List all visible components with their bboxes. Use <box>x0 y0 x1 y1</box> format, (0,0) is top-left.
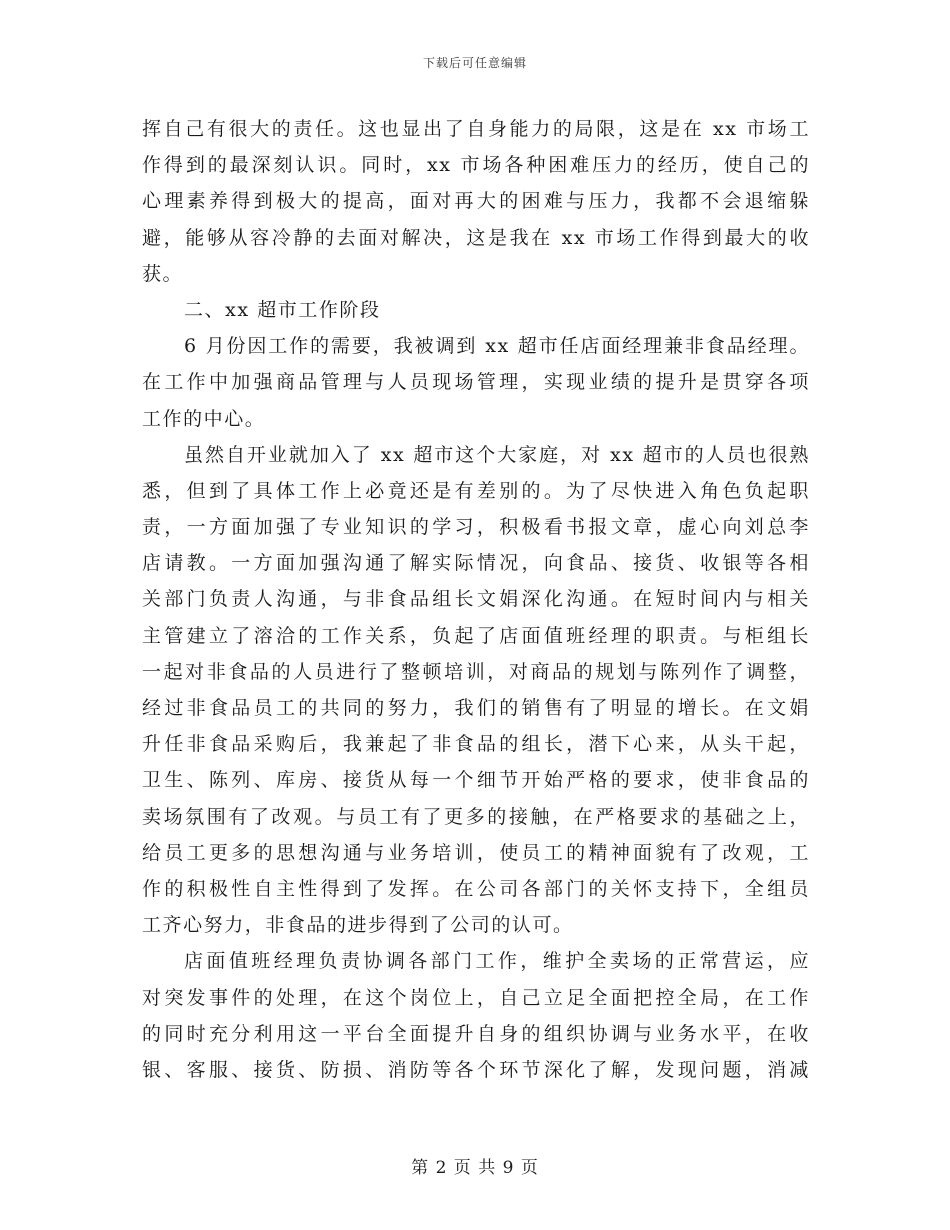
text-line: 给员工更多的思想沟通与业务培训，使员工的精神面貌有了改观，工 <box>142 841 810 864</box>
text-line: 6 月份因工作的需要，我被调到 xx 超市任店面经理兼非食品经理。 <box>184 335 810 358</box>
text-line: 作得到的最深刻认识。同时，xx 市场各种困难压力的经历，使自己的 <box>142 154 810 177</box>
text-line: 店请教。一方面加强沟通了解实际情况，向食品、接货、收银等各相 <box>142 552 810 575</box>
text-line: 作的积极性自主性得到了发挥。在公司各部门的关怀支持下，全组员 <box>142 877 810 900</box>
text-line: 一起对非食品的人员进行了整顿培训，对商品的规划与陈列作了调整， <box>142 660 810 683</box>
text-line: 心理素养得到极大的提高，面对再大的困难与压力，我都不会退缩躲 <box>142 190 810 213</box>
text-line: 主管建立了溶洽的工作关系，负起了店面值班经理的职责。与柜组长 <box>142 624 810 647</box>
text-line: 获。 <box>142 262 184 285</box>
text-line: 挥自己有很大的责任。这也显出了自身能力的局限，这是在 xx 市场工 <box>142 118 810 140</box>
text-line: 虽然自开业就加入了 xx 超市这个大家庭，对 xx 超市的人员也很熟 <box>184 443 810 466</box>
text-line: 店面值班经理负责协调各部门工作，维护全卖场的正常营运，应 <box>184 950 810 973</box>
text-line: 银、客服、接货、防损、消防等各个环节深化了解，发现问题，消减 <box>142 1058 810 1081</box>
text-line: 卖场氛围有了改观。与员工有了更多的接触，在严格要求的基础之上， <box>142 805 810 828</box>
document-body <box>142 111 810 1088</box>
text-line: 经过非食品员工的共同的努力，我们的销售有了明显的增长。在文娟 <box>142 697 810 719</box>
text-line: 对突发事件的处理，在这个岗位上，自己立足全面把控全局，在工作 <box>142 986 810 1009</box>
text-line: 的同时充分利用这一平台全面提升自身的组织协调与业务水平，在收 <box>142 1022 810 1045</box>
text-line: 在工作中加强商品管理与人员现场管理，实现业绩的提升是贯穿各项 <box>142 371 810 394</box>
text-line: 卫生、陈列、库房、接货从每一个细节开始严格的要求，使非食品的 <box>142 769 810 792</box>
text-line: 关部门负责人沟通，与非食品组长文娟深化沟通。在短时间内与相关 <box>142 588 810 611</box>
text-line: 责，一方面加强了专业知识的学习，积极看书报文章，虚心向刘总李 <box>142 516 810 539</box>
text-line: 悉，但到了具体工作上必竟还是有差别的。为了尽快进入角色负起职 <box>142 479 810 502</box>
page-number-footer: 第 2 页 共 9 页 <box>411 1158 539 1178</box>
text-line: 工齐心努力，非食品的进步得到了公司的认可。 <box>142 914 574 937</box>
section-heading: 二、xx 超市工作阶段 <box>184 298 381 321</box>
text-line: 避，能够从容冷静的去面对解决，这是我在 xx 市场工作得到最大的收 <box>142 226 810 249</box>
text-line: 工作的中心。 <box>142 407 266 430</box>
text-line: 升任非食品采购后，我兼起了非食品的组长，潜下心来，从头干起， <box>142 733 810 756</box>
page-header: 下载后可任意编辑 <box>422 56 527 70</box>
